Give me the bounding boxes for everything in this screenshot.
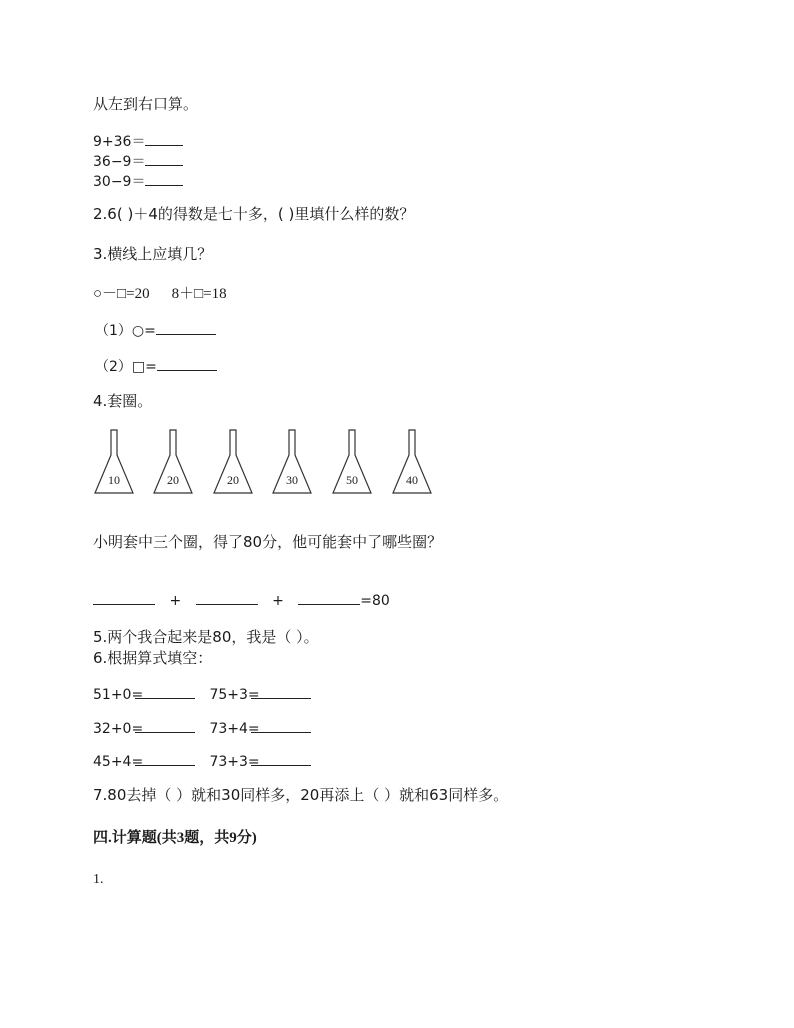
q6-expr: 32+0=: [93, 721, 144, 737]
q7-text: 7.80去掉（ ）就和30同样多，20再添上（ ）就和63同样多。: [93, 786, 509, 804]
q4-question: 小明套中三个圈，得了80分，他可能套中了哪些圈？: [93, 533, 443, 551]
q1-expr-1: 9+36＝: [93, 134, 146, 150]
answer-blank[interactable]: [135, 684, 195, 699]
q4-result: =80: [360, 593, 390, 609]
plus-sign: +: [272, 593, 284, 609]
q4-answer-line: [93, 590, 390, 610]
q1-expr-2: 36−9＝: [93, 154, 146, 170]
q6-title: 6.根据算式填空：: [93, 649, 213, 667]
q4-title: 4.套圈。: [93, 392, 153, 410]
ring-value-5: 50: [346, 473, 358, 487]
q1-expr-3: 30−9＝: [93, 174, 146, 190]
q6-expr: 73+4=: [209, 721, 260, 737]
ring-value-3: 20: [227, 473, 239, 487]
q6-expr: 73+3=: [209, 754, 260, 770]
q6-row: [93, 684, 311, 704]
q3-eq2: 8＋□=18: [171, 286, 227, 302]
q6-expr: 45+4=: [93, 754, 144, 770]
ring-value-4: 30: [286, 473, 298, 487]
q6-expr: 75+3=: [209, 687, 260, 703]
q3-eq1: ○－□=20: [93, 286, 150, 302]
ring-value-1: 10: [108, 473, 120, 487]
answer-blank[interactable]: [298, 590, 360, 605]
answer-blank[interactable]: [196, 590, 258, 605]
answer-blank[interactable]: [251, 751, 311, 766]
answer-blank[interactable]: [251, 684, 311, 699]
ring-value-6: 40: [406, 473, 418, 487]
answer-blank[interactable]: [93, 590, 155, 605]
q1-title: 从左到右口算。: [93, 95, 199, 113]
ring-value-2: 20: [167, 473, 179, 487]
q6-expr: 51+0=: [93, 687, 144, 703]
q6-row: [93, 751, 311, 771]
q3-sub1-label: （1）○=: [95, 323, 156, 339]
plus-sign: +: [169, 593, 182, 609]
q3-title: 3.横线上应填几？: [93, 245, 213, 263]
q3-sub2-label: （2）□=: [95, 359, 157, 375]
answer-blank[interactable]: [135, 718, 195, 733]
section4-title: 四.计算题(共3题，共9分): [93, 830, 257, 846]
q2-text: 2.6( )＋4的得数是七十多，( )里填什么样的数？: [93, 205, 415, 223]
answer-blank[interactable]: [135, 751, 195, 766]
q6-row: [93, 718, 311, 738]
q5-text: 5.两个我合起来是80，我是（ ）。: [93, 628, 319, 646]
answer-blank[interactable]: [251, 718, 311, 733]
item1-label: 1.: [93, 872, 104, 887]
